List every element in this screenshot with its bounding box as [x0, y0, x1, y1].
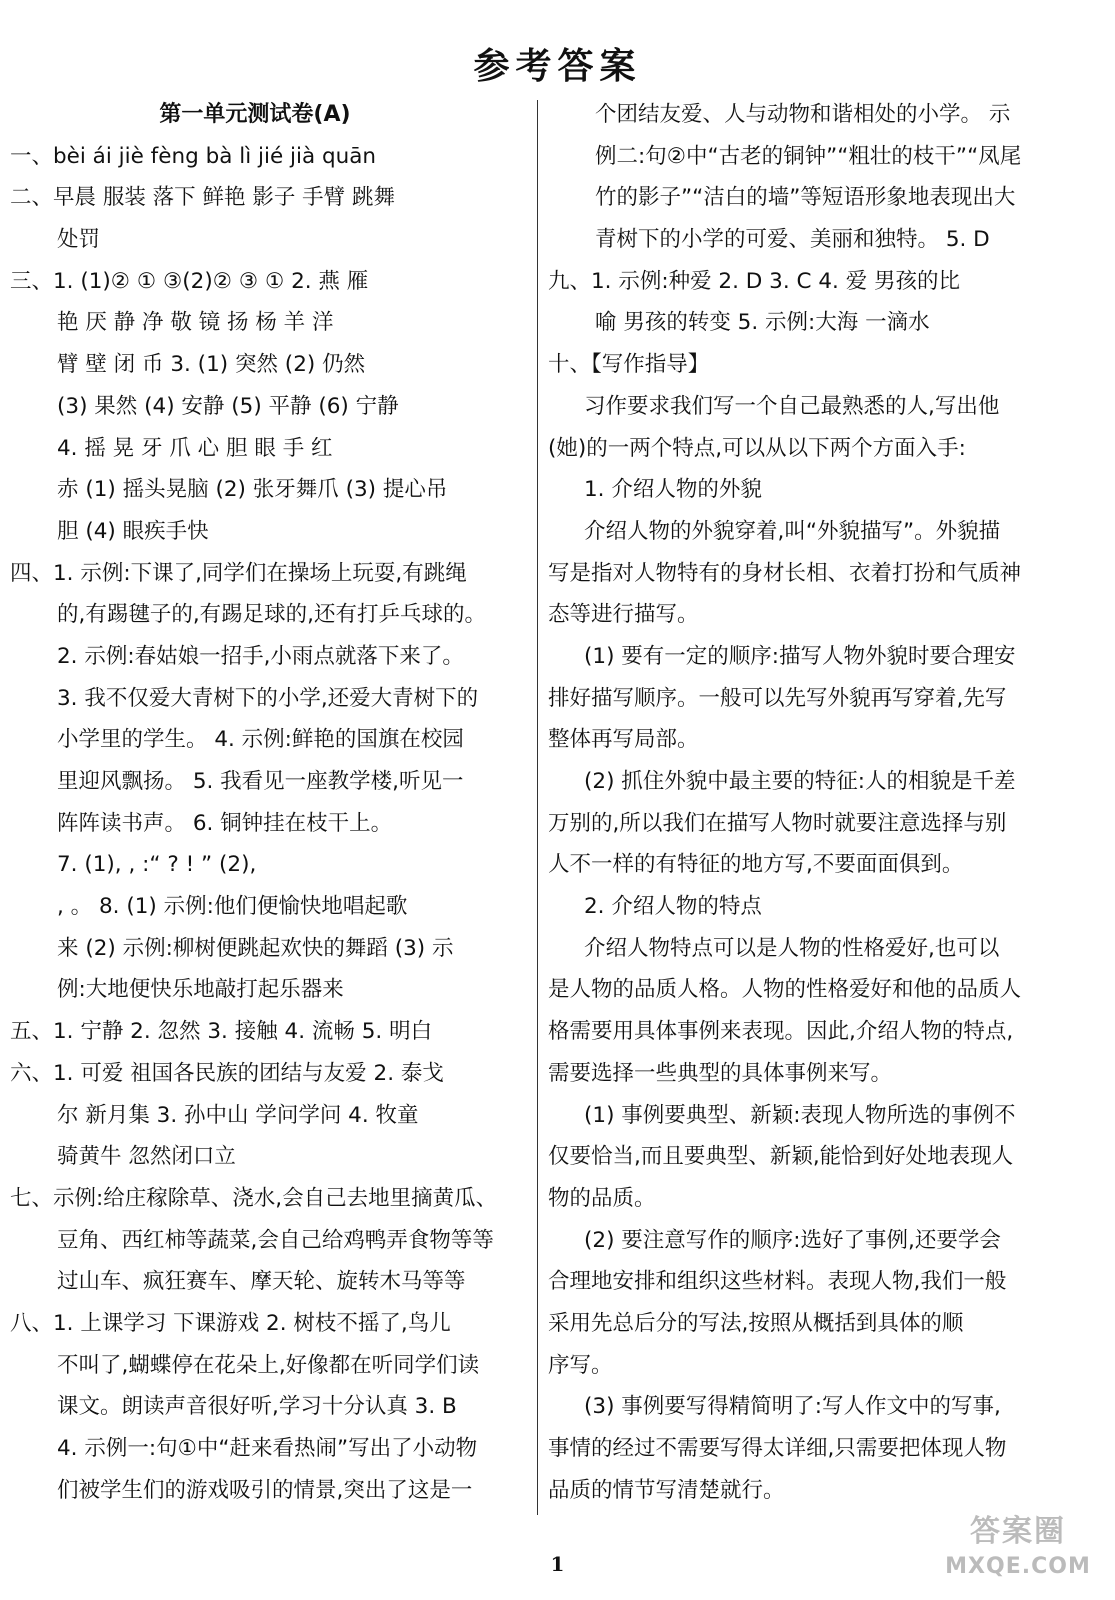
answer-line: 是人物的品质人格。人物的性格爱好和他的品质人 [548, 977, 1022, 1003]
answer-line: 2. 示例:春姑娘一招手,小雨点就落下来了。 [57, 643, 464, 669]
answer-line: 过山车、疯狂赛车、摩天轮、旋转木马等等 [57, 1269, 466, 1295]
answer-line: 小学里的学生。 4. 示例:鲜艳的国旗在校园 [57, 727, 464, 753]
page-number: 1 [550, 1552, 565, 1576]
answer-line: 九、1. 示例:种爱 2. D 3. C 4. 爱 男孩的比 [548, 268, 961, 294]
answer-line: 介绍人物的外貌穿着,叫“外貌描写”。外貌描 [584, 518, 1001, 544]
answer-line: (1) 要有一定的顺序:描写人物外貌时要合理安 [584, 643, 1016, 669]
answer-line: 格需要用具体事例来表现。因此,介绍人物的特点, [548, 1019, 1014, 1045]
answer-line: 例二:句②中“古老的铜钟”“粗壮的枝干”“凤尾 [595, 143, 1022, 169]
answer-line: (1) 事例要典型、新颖:表现人物所选的事例不 [584, 1102, 1016, 1128]
answer-line: (2) 抓住外貌中最主要的特征:人的相貌是千差 [584, 769, 1016, 794]
answer-line: 习作要求我们写一个自己最熟悉的人,写出他 [584, 393, 1000, 419]
answer-line: (3) 果然 (4) 安静 (5) 平静 (6) 宁静 [57, 393, 399, 419]
answer-line: 人不一样的有特征的地方写,不要面面俱到。 [548, 852, 964, 878]
answer-line: 处罚 [57, 227, 101, 253]
answer-line: 例:大地便快乐地敲打起乐器来 [57, 977, 344, 1003]
answer-line: 四、1. 示例:下课了,同学们在操场上玩耍,有跳绳 [10, 560, 467, 586]
answer-line: 品质的情节写清楚就行。 [548, 1477, 785, 1503]
answer-line: 物的品质。 [548, 1185, 656, 1211]
answer-line: 竹的影子”“洁白的墙”等短语形象地表现出大 [595, 185, 1016, 211]
subheading: 2. 介绍人物的特点 [584, 894, 762, 920]
right-column [548, 94, 1078, 1511]
answer-line: 不叫了,蝴蝶停在花朵上,好像都在听同学们读 [57, 1352, 480, 1378]
answer-line: 事情的经过不需要写得太详细,只需要把体现人物 [548, 1436, 1007, 1461]
answer-line: (3) 事例要写得精简明了:写人作文中的写事, [584, 1394, 1001, 1420]
answer-line: 骑黄牛 忽然闭口立 [57, 1144, 236, 1170]
answer-line: 赤 (1) 摇头晃脑 (2) 张牙舞爪 (3) 提心吊 [57, 477, 448, 503]
answer-line: 五、1. 宁静 2. 忽然 3. 接触 4. 流畅 5. 明白 [10, 1019, 433, 1045]
answer-line: 尔 新月集 3. 孙中山 学问学问 4. 牧童 [57, 1102, 419, 1128]
left-column [10, 94, 530, 1511]
answer-line: 采用先总后分的写法,按照从概括到具体的顺 [548, 1310, 964, 1336]
subheading: 1. 介绍人物的外貌 [584, 477, 762, 503]
answer-line: , 。 8. (1) 示例:他们便愉快地唱起歌 [57, 894, 408, 920]
answer-line: 序写。 [548, 1352, 613, 1378]
answer-line: 来 (2) 示例:柳树便跳起欢快的舞蹈 (3) 示 [57, 935, 454, 961]
answer-line: (她)的一两个特点,可以从以下两个方面入手: [548, 435, 966, 461]
watermark-url: MXQE.COM [945, 1554, 1091, 1579]
answer-line: 豆角、西红柿等蔬菜,会自己给鸡鸭弄食物等等 [57, 1227, 494, 1253]
answer-line: 二、早晨 服装 落下 鲜艳 影子 手臂 跳舞 [10, 185, 396, 211]
writing-guide-heading: 十、【写作指导】 [548, 352, 710, 378]
answer-line: 青树下的小学的可爱、美丽和独特。 5. D [595, 227, 990, 253]
answer-line: 喻 男孩的转变 5. 示例:大海 一滴水 [595, 310, 930, 336]
answer-line: 写是指对人物特有的身材长相、衣着打扮和气质神 [548, 560, 1022, 586]
answer-line: 7. (1), , :“ ? ! ” (2), [57, 852, 257, 878]
answer-line: 胆 (4) 眼疾手快 [57, 518, 209, 544]
answer-line: 仅要恰当,而且要典型、新颖,能恰到好处地表现人 [548, 1144, 1014, 1170]
answer-line: 艳 厌 静 净 敬 镜 扬 杨 羊 洋 [57, 310, 334, 336]
answer-line: (2) 要注意写作的顺序:选好了事例,还要学会 [584, 1227, 1001, 1253]
answer-line: 个团结友爱、人与动物和谐相处的小学。 示 [595, 102, 1011, 127]
answer-line: 需要选择一些典型的具体事例来写。 [548, 1060, 893, 1086]
answer-line: 八、1. 上课学习 下课游戏 2. 树枝不摇了,鸟儿 [10, 1310, 451, 1336]
answer-line: 里迎风飘扬。 5. 我看见一座教学楼,听见一 [57, 769, 464, 794]
answer-line: 们被学生们的游戏吸引的情景,突出了这是一 [57, 1477, 473, 1503]
answer-line: 态等进行描写。 [548, 602, 699, 628]
answer-line: 介绍人物特点可以是人物的性格爱好,也可以 [584, 935, 1000, 961]
answer-line: 课文。朗读声音很好听,学习十分认真 3. B [57, 1394, 457, 1420]
answer-line: 整体再写局部。 [548, 727, 699, 753]
answer-line: 4. 示例一:句①中“赶来看热闹”写出了小动物 [57, 1436, 478, 1461]
answer-line: 的,有踢毽子的,有踢足球的,还有打乒乓球的。 [57, 602, 487, 628]
answer-line: 一、bèi ái jiè fèng bà lì jié jià quān [10, 143, 377, 169]
answer-line: 排好描写顺序。一般可以先写外貌再写穿着,先写 [548, 685, 1007, 711]
column-divider [537, 100, 538, 1515]
answer-line: 合理地安排和组织这些材料。表现人物,我们一般 [548, 1269, 1007, 1295]
answer-line: 七、示例:给庄稼除草、浇水,会自己去地里摘黄瓜、 [10, 1185, 498, 1211]
watermark-logo [943, 1512, 1093, 1592]
answer-line: 六、1. 可爱 祖国各民族的团结与友爱 2. 泰戈 [10, 1060, 444, 1086]
page-title: 参考答案 [473, 45, 642, 87]
answer-line: 阵阵读书声。 6. 铜钟挂在枝干上。 [57, 810, 393, 836]
answer-line: 4. 摇 晃 牙 爪 心 胆 眼 手 红 [57, 435, 333, 461]
answer-line: 3. 我不仅爱大青树下的小学,还爱大青树下的 [57, 685, 479, 711]
answer-line: 三、1. (1)② ① ③(2)② ③ ① 2. 燕 雁 [10, 268, 369, 294]
answer-line: 臂 壁 闭 币 3. (1) 突然 (2) 仍然 [57, 352, 366, 378]
section-title: 第一单元测试卷(A) [159, 102, 351, 127]
watermark-brand: 答案圈 [970, 1514, 1066, 1549]
answer-line: 万别的,所以我们在描写人物时就要注意选择与别 [548, 810, 1007, 836]
